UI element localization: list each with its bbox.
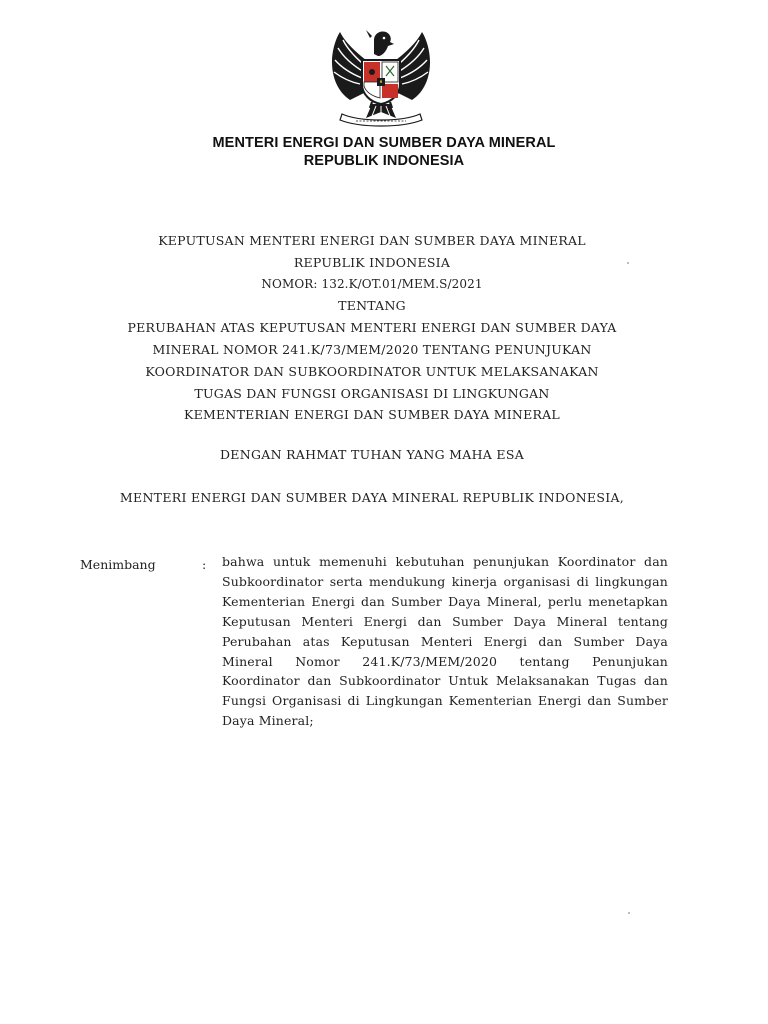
consideration-label: Menimbang: [80, 557, 156, 572]
consideration-colon: :: [202, 557, 207, 572]
decree-subject-line: KOORDINATOR DAN SUBKOORDINATOR UNTUK MELAKSANAKAN: [145, 363, 599, 379]
decree-title-line-1: KEPUTUSAN MENTERI ENERGI DAN SUMBER DAYA MINERAL: [158, 233, 586, 248]
decree-subject-line: PERUBAHAN ATAS KEPUTUSAN MENTERI ENERGI DAN SUMBER DAYA: [127, 320, 617, 336]
garuda-emblem-icon: [316, 26, 446, 130]
scan-speck: [627, 262, 629, 264]
consideration-text: bahwa untuk memenuhi kebutuhan penunjukan Koordinator dan Subkoordinator serta mendukung kinerja organisasi di lingkungan Kementerian Energi dan Sumber Daya Mineral, perlu menetapkan Keputusan Menteri Energi dan Sumber Daya Mineral tentang Perubahan atas Keputusan Menteri Energi dan Sumber Daya Mineral Nomor 241.K/73/MEM/2020 tentang Penunjukan Koordinator dan Subkoordinator Untuk Melaksanakan Tugas dan Fungsi Organisasi di Lingkungan Kementerian Energi dan Sumber Daya Mineral;: [222, 554, 668, 729]
decree-subject-line: TUGAS DAN FUNGSI ORGANISASI DI LINGKUNGAN: [194, 385, 550, 401]
minister-line: MENTERI ENERGI DAN SUMBER DAYA MINERAL REPUBLIK INDONESIA,: [119, 490, 625, 505]
ministry-header: [0, 134, 768, 170]
decree-subject-line: KEMENTERIAN ENERGI DAN SUMBER DAYA MINERAL: [184, 407, 560, 423]
decree-title-block: [0, 230, 744, 426]
decree-about: TENTANG: [338, 298, 406, 314]
decree-subject-line: MINERAL NOMOR 241.K/73/MEM/2020 TENTANG PENUNJUKAN: [152, 341, 592, 357]
decree-title-line-2: REPUBLIK INDONESIA: [293, 254, 451, 270]
preamble: DENGAN RAHMAT TUHAN YANG MAHA ESA: [219, 447, 525, 462]
scan-speck: [628, 912, 630, 914]
decree-number: NOMOR: 132.K/OT.01/MEM.S/2021: [261, 276, 483, 291]
ministry-name: MENTERI ENERGI DAN SUMBER DAYA MINERAL: [212, 135, 556, 151]
country-name: REPUBLIK INDONESIA: [303, 153, 465, 169]
